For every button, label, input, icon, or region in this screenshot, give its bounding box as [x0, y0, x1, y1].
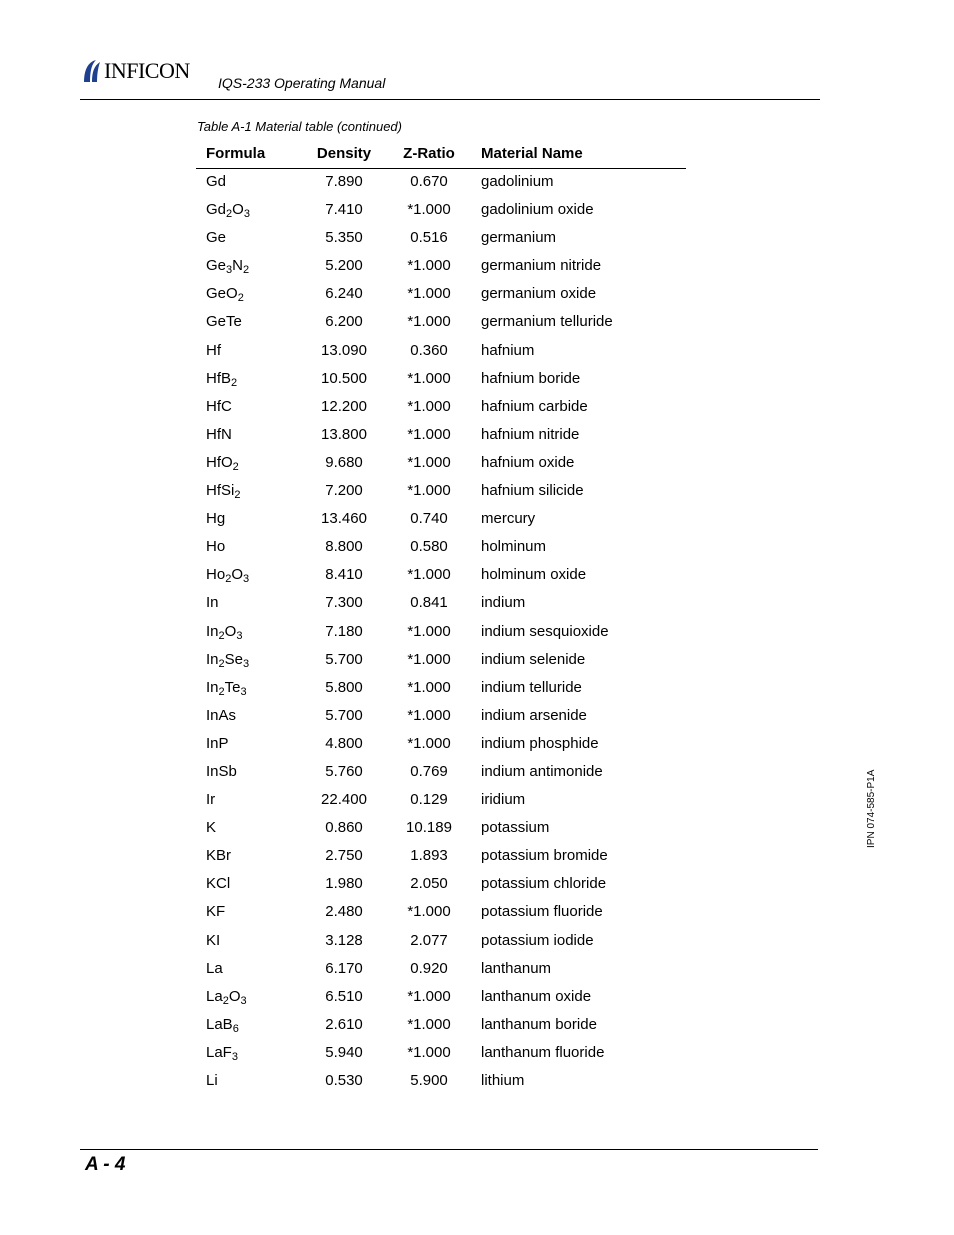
- cell-formula: $Ge_3N_2$: [206, 257, 250, 277]
- header-rule: [80, 99, 820, 100]
- table-body: [196, 169, 686, 1096]
- cell-material-name: indium selenide: [481, 650, 586, 668]
- cell-formula: La: [206, 959, 223, 977]
- cell-material-name: indium telluride: [481, 678, 582, 696]
- table-row: GeTe 6.200 *1.000 germanium telluride: [206, 313, 613, 331]
- table-row: Hf 13.090 0.360 hafnium: [206, 341, 535, 359]
- cell-material-name: hafnium boride: [481, 369, 581, 387]
- table-row: HfC 12.200 *1.000 hafnium carbide: [206, 397, 588, 415]
- cell-material-name: potassium bromide: [481, 847, 608, 865]
- cell-formula: K: [206, 819, 217, 837]
- cell-formula: Ge: [206, 229, 227, 247]
- cell-formula: KI: [206, 931, 221, 949]
- table-row: HfB$_2$ 10.500 *1.000 hafnium boride: [206, 369, 581, 389]
- cell-formula: HfN: [206, 425, 232, 443]
- cell-formula: $Ho_2O_3$: [206, 566, 250, 586]
- cell-formula: GeTe: [206, 313, 242, 331]
- cell-material-name: gadolinium: [481, 173, 554, 190]
- cell-formula: GeO$_2$: [206, 285, 244, 305]
- cell-formula: HfSi$_2$: [206, 482, 241, 502]
- manual-title: IQS-233 Operating Manual: [218, 75, 386, 91]
- table-row: HfN 13.800 *1.000 hafnium nitride: [206, 425, 580, 443]
- table-row: KCl 1.980 2.050 potassium chloride: [206, 875, 607, 893]
- cell-material-name: lanthanum oxide: [481, 987, 592, 1005]
- table-header: Formula Density Z-Ratio Material Name: [196, 139, 686, 169]
- table-row: K 0.860 10.189 potassium: [206, 819, 550, 837]
- cell-material-name: potassium iodide: [481, 931, 594, 949]
- table-row: Ge 5.350 0.516 germanium: [206, 229, 557, 247]
- table-row: $La_2O_3$ 6.510 *1.000 lanthanum oxide: [206, 987, 592, 1007]
- cell-formula: HfB$_2$: [206, 369, 238, 389]
- footer-rule: [80, 1149, 818, 1150]
- cell-formula: $In_2Se_3$: [206, 650, 250, 670]
- cell-formula: LaF$_3$: [206, 1043, 238, 1063]
- table-row: In 7.300 0.841 indium: [206, 594, 526, 612]
- page-number: A - 4: [85, 1154, 126, 1175]
- table-row: $In_2O_3$ 7.180 *1.000 indium sesquioxide: [206, 622, 609, 642]
- cell-formula: HfO$_2$: [206, 453, 239, 473]
- table-row: Ho 8.800 0.580 holminum: [206, 538, 547, 556]
- table-row: InSb 5.760 0.769 indium antimonide: [206, 762, 603, 780]
- cell-material-name: indium arsenide: [481, 706, 587, 724]
- inficon-logo: [80, 58, 190, 84]
- cell-material-name: hafnium: [481, 341, 535, 359]
- cell-formula: KF: [206, 903, 226, 921]
- cell-material-name: hafnium silicide: [481, 482, 584, 500]
- ipn-label: IPN 074-585-P1A: [866, 769, 877, 848]
- cell-material-name: indium: [481, 594, 526, 612]
- cell-material-name: indium phosphide: [481, 734, 599, 752]
- cell-material-name: germanium telluride: [481, 313, 613, 331]
- header-material-name: Material Name: [481, 145, 583, 162]
- inficon-logo-mark-icon: [80, 58, 102, 84]
- table-row: InAs 5.700 *1.000 indium arsenide: [206, 706, 587, 724]
- cell-material-name: potassium chloride: [481, 875, 607, 893]
- cell-formula: Hg: [206, 510, 226, 528]
- cell-material-name: mercury: [481, 510, 536, 528]
- cell-formula: $Gd_2O_3$: [206, 201, 250, 221]
- cell-material-name: lanthanum fluoride: [481, 1043, 605, 1061]
- table-row: Ir 22.400 0.129 iridium: [206, 791, 526, 809]
- header-formula: Formula: [206, 145, 266, 162]
- cell-material-name: gadolinium oxide: [481, 201, 594, 219]
- cell-formula: InSb: [206, 762, 237, 780]
- cell-material-name: holminum oxide: [481, 566, 587, 584]
- cell-material-name: indium sesquioxide: [481, 622, 609, 640]
- cell-formula: InAs: [206, 706, 237, 724]
- table-caption: Table A-1 Material table (continued): [197, 119, 402, 134]
- table-row: InP 4.800 *1.000 indium phosphide: [206, 734, 599, 752]
- table-row: $In_2Te_3$ 5.800 *1.000 indium telluride: [206, 678, 582, 698]
- cell-material-name: holminum: [481, 538, 547, 556]
- cell-material-name: germanium: [481, 229, 557, 247]
- cell-formula: KCl: [206, 875, 231, 893]
- material-table: [196, 139, 686, 1096]
- cell-material-name: indium antimonide: [481, 762, 603, 780]
- table-row: LaF$_3$ 5.940 *1.000 lanthanum fluoride: [206, 1043, 605, 1063]
- cell-formula: InP: [206, 734, 229, 752]
- cell-formula: $In_2Te_3$: [206, 678, 247, 698]
- table-row: Li 0.530 5.900 lithium: [206, 1072, 525, 1089]
- cell-formula: Gd: [206, 173, 227, 190]
- table-row: GeO$_2$ 6.240 *1.000 germanium oxide: [206, 285, 597, 305]
- table-row: $Ge_3N_2$ 5.200 *1.000 germanium nitride: [206, 257, 602, 277]
- table-row: La 6.170 0.920 lanthanum: [206, 959, 552, 977]
- cell-material-name: hafnium nitride: [481, 425, 580, 443]
- table-row: KI 3.128 2.077 potassium iodide: [206, 931, 594, 949]
- cell-material-name: hafnium carbide: [481, 397, 588, 415]
- cell-formula: $La_2O_3$: [206, 987, 247, 1007]
- cell-material-name: lanthanum boride: [481, 1015, 597, 1033]
- table-row: $Ho_2O_3$ 8.410 *1.000 holminum oxide: [206, 566, 587, 586]
- table-row: $Gd_2O_3$ 7.410 *1.000 gadolinium oxide: [206, 201, 594, 221]
- cell-material-name: lithium: [481, 1072, 525, 1089]
- table-row: LaB$_6$ 2.610 *1.000 lanthanum boride: [206, 1015, 597, 1035]
- cell-material-name: hafnium oxide: [481, 453, 575, 471]
- cell-formula: Ir: [206, 791, 216, 809]
- cell-material-name: germanium oxide: [481, 285, 597, 303]
- cell-formula: Ho: [206, 538, 226, 556]
- cell-material-name: potassium: [481, 819, 550, 837]
- cell-formula: Li: [206, 1072, 218, 1089]
- cell-material-name: germanium nitride: [481, 257, 602, 275]
- cell-material-name: iridium: [481, 791, 526, 809]
- logo-text: INFICON: [104, 58, 190, 83]
- cell-formula: HfC: [206, 397, 232, 415]
- table-row: HfSi$_2$ 7.200 *1.000 hafnium silicide: [206, 482, 584, 502]
- cell-formula: KBr: [206, 847, 232, 865]
- cell-material-name: potassium fluoride: [481, 903, 603, 921]
- table-row: Hg 13.460 0.740 mercury: [206, 510, 536, 528]
- table-row: HfO$_2$ 9.680 *1.000 hafnium oxide: [206, 453, 575, 473]
- cell-formula: $In_2O_3$: [206, 622, 243, 642]
- cell-formula: In: [206, 594, 219, 612]
- table-row: KBr 2.750 1.893 potassium bromide: [206, 847, 608, 865]
- cell-formula: LaB$_6$: [206, 1015, 239, 1035]
- table-row: $In_2Se_3$ 5.700 *1.000 indium selenide: [206, 650, 586, 670]
- table-row: Gd 7.890 0.670 gadolinium: [206, 173, 554, 190]
- table-row: KF 2.480 *1.000 potassium fluoride: [206, 903, 603, 921]
- cell-formula: Hf: [206, 341, 221, 359]
- cell-material-name: lanthanum: [481, 959, 552, 977]
